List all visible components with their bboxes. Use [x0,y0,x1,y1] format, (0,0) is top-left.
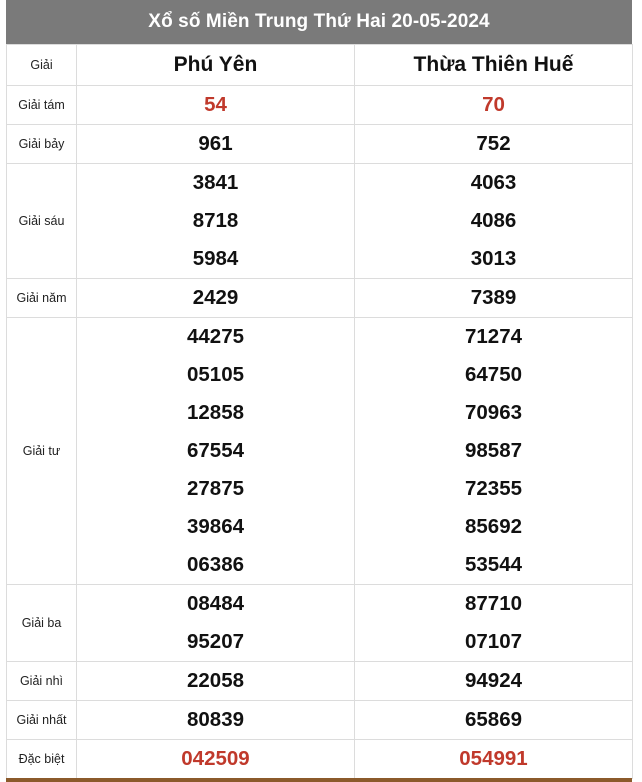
prize-number: 3841 [192,171,239,194]
prize-number: 72355 [464,477,522,500]
prize-values-cell [77,740,355,779]
prize-label: Giải bảy [7,125,77,164]
prize-values-cell [77,279,355,318]
prize-number: 7389 [470,286,517,309]
prize-number: 54 [204,93,227,116]
prize-values-cell [77,125,355,164]
prize-label: Giải năm [7,279,77,318]
prize-values-cell [355,86,633,125]
prize-label: Giải tám [7,86,77,125]
prize-number: 80839 [186,708,244,731]
prize-values-cell [355,585,633,662]
prize-values-cell [355,740,633,779]
prize-row [7,318,633,585]
prize-number: 5984 [192,247,239,270]
prize-number: 71274 [464,325,522,348]
header-row [7,45,633,86]
prize-row [7,740,633,779]
prize-number: 87710 [464,592,522,615]
prize-number: 4086 [470,209,517,232]
results-table [6,44,633,779]
prize-number: 22058 [186,669,244,692]
prize-number: 39864 [186,515,244,538]
prize-number: 53544 [464,553,522,576]
prize-row [7,86,633,125]
prize-values-cell [355,662,633,701]
prize-values-cell [77,318,355,585]
prize-number: 85692 [464,515,522,538]
prize-number: 44275 [186,325,244,348]
prize-label: Giải ba [7,585,77,662]
prize-label: Giải nhì [7,662,77,701]
province-name: Thừa Thiên Huế [355,45,633,86]
prize-row [7,701,633,740]
prize-number: 70963 [464,401,522,424]
prize-number: 06386 [186,553,244,576]
prize-number: 08484 [186,592,244,615]
prize-values-cell [355,279,633,318]
prize-number: 98587 [464,439,522,462]
prize-row [7,585,633,662]
prize-values-cell [355,164,633,279]
prize-values-cell [77,701,355,740]
prize-number: 05105 [186,363,244,386]
prize-label: Giải tư [7,318,77,585]
prize-number: 27875 [186,477,244,500]
prize-number: 4063 [470,171,517,194]
prize-number: 70 [482,93,505,116]
bottom-divider [6,778,632,782]
prize-row [7,279,633,318]
prize-number: 64750 [464,363,522,386]
prize-number: 3013 [470,247,517,270]
prize-values-cell [355,125,633,164]
prize-number: 961 [198,132,233,155]
province-name: Phú Yên [77,45,355,86]
prize-number: 042509 [181,747,250,770]
prize-values-cell [355,318,633,585]
prize-values-cell [77,86,355,125]
prize-number: 94924 [464,669,522,692]
prize-number: 65869 [464,708,522,731]
prize-row [7,125,633,164]
prize-label: Giải sáu [7,164,77,279]
prize-number: 95207 [186,630,244,653]
prize-number: 2429 [192,286,239,309]
prize-number: 054991 [459,747,528,770]
prize-values-cell [77,662,355,701]
prize-values-cell [77,164,355,279]
prize-values-cell [77,585,355,662]
prize-number: 07107 [464,630,522,653]
prize-row [7,662,633,701]
header-prize-label: Giải [7,45,77,86]
prize-number: 752 [476,132,511,155]
prize-values-cell [355,701,633,740]
results-container [6,0,632,782]
prize-number: 67554 [186,439,244,462]
prize-number: 8718 [192,209,239,232]
prize-row [7,164,633,279]
results-title: Xổ số Miền Trung Thứ Hai 20-05-2024 [6,0,632,44]
prize-number: 12858 [186,401,244,424]
prize-label: Đặc biệt [7,740,77,779]
prize-label: Giải nhất [7,701,77,740]
